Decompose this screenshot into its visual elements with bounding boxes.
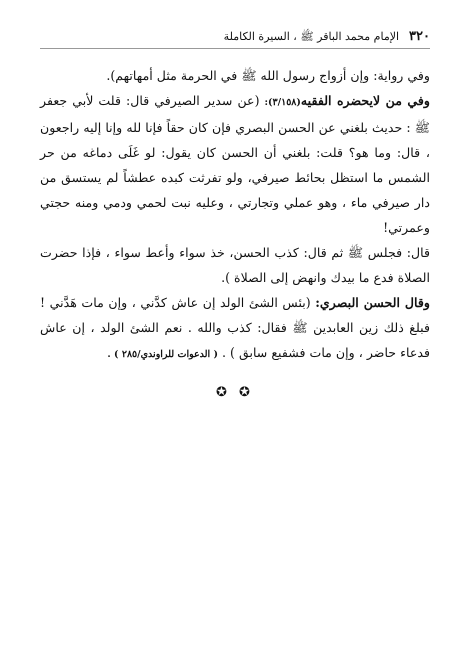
paragraph-text: (بئس الشئ الولد إن عاش كدَّني ، وإن مات هَدَّني ! فبلغ ذلك زين العابدين ﷺ فقال: كذب والله . نعم الشئ الولد ، إن عاش فدعاء حاضر ، وإن مات فشفيع سابق ) . xyxy=(40,295,430,360)
paragraph xyxy=(40,88,430,240)
body-text xyxy=(40,63,430,367)
paragraph-lead: وقال الحسن البصري: xyxy=(315,295,430,310)
document-page xyxy=(40,28,430,400)
page-number: ٣٢٠ xyxy=(409,29,430,44)
paragraph-text: وفي رواية: وإن أزواج رسول الله ﷺ في الحرمة مثل أمهاتهم). xyxy=(106,68,430,83)
running-title: الإمام محمد الباقر ﷺ ، السيرة الكاملة xyxy=(223,30,400,43)
paragraph-text: قال: فجلس ﷺ ثم قال: كذب الحسن، خذ سواء وأعط سواء ، فإذا حضرت الصلاة فدع ما بيدك وانهض إلى الصلاة ). xyxy=(40,245,430,285)
paragraph xyxy=(40,63,430,88)
source-citation: (٣/١٥٨): xyxy=(264,97,301,108)
running-head xyxy=(40,28,430,49)
paragraph-lead: وفي من لايحضره الفقيه xyxy=(300,93,430,108)
paragraph-text: (عن سدير الصيرفي قال: قلت لأبي جعفر ﷺ : حديث بلغني عن الحسن البصري فإن كان حقاً فإنا لله وإنا إليه راجعون ، قال: وما هو؟ قلت: بلغني أن الحسن كان يقول: لو غَلَى دماغه من حر الشمس ما استظل بحائط صيرفي، ولو تفرثت كبده عطشاً لم يستسق من دار صيرفي ماء ، وهو عملي وتجارتي ، وعليه نبت لحمي ودمي ومنه حجتي وعمرتي! xyxy=(40,93,430,235)
paragraph xyxy=(40,290,430,367)
paragraph xyxy=(40,240,430,290)
section-ornament-icon: ✪ ✪ xyxy=(216,385,254,400)
source-citation: ( الدعوات للراوندي/٢٨٥ ) . xyxy=(107,349,218,360)
